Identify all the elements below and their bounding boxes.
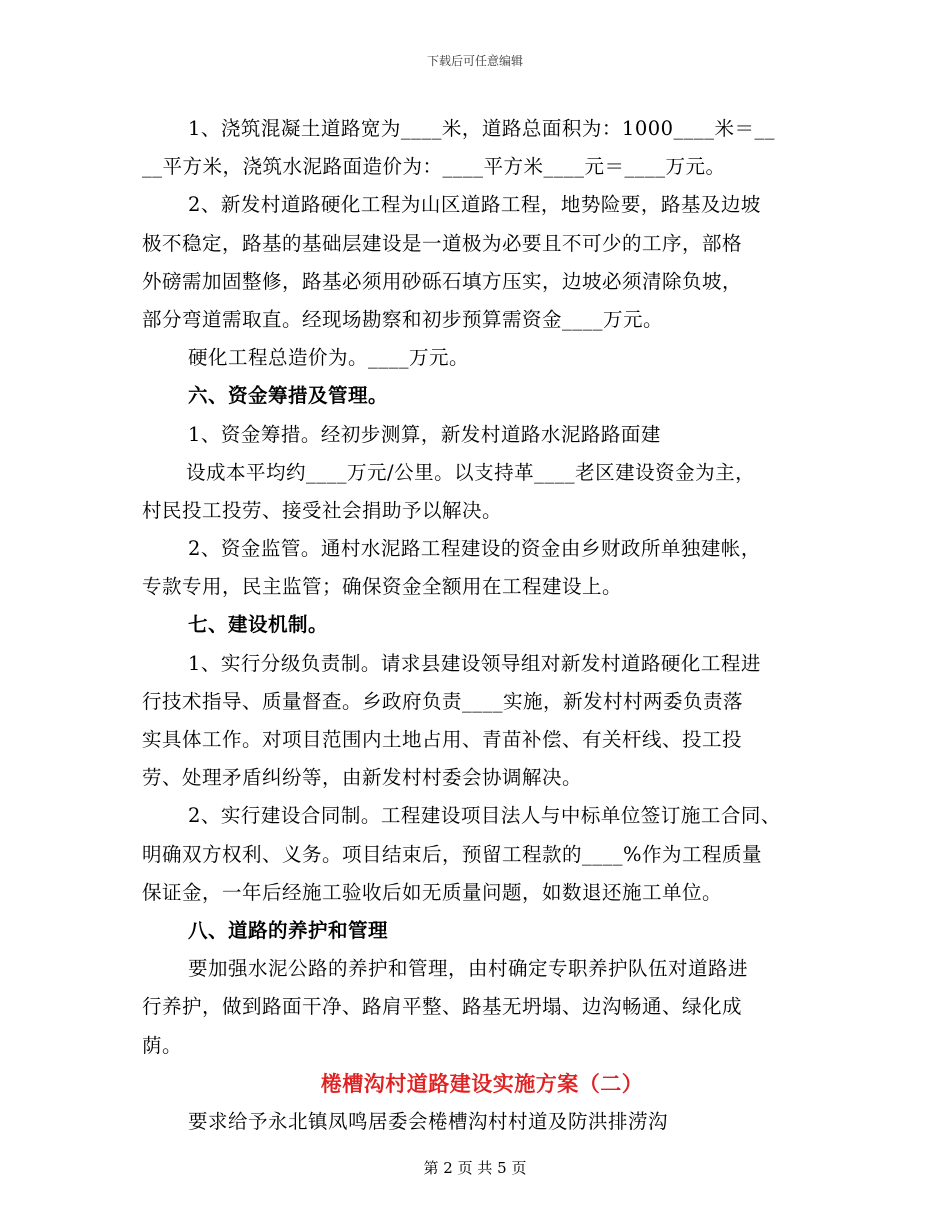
paragraph-line: 1、浇筑混凝土道路宽为____米，道路总面积为：1000____米＝__ <box>188 117 776 140</box>
document-title: 棬槽沟村道路建设实施方案（二） <box>320 1070 644 1096</box>
paragraph-line: 劳、处理矛盾纠纷等，由新发村村委会协调解决。 <box>142 766 583 790</box>
section-heading: 七、建设机制。 <box>188 613 329 637</box>
paragraph-line: 外磅需加固整修，路基必须用砂砾石填方压实，边坡必须清除负坡， <box>142 269 743 293</box>
paragraph-line: 2、资金监管。通村水泥路工程建设的资金由乡财政所单独建帐， <box>188 537 761 561</box>
paragraph-line: 硬化工程总造价为。____万元。 <box>188 346 470 370</box>
paragraph-line: __平方米，浇筑水泥路面造价为：____平方米____元＝____万元。 <box>142 155 726 179</box>
section-heading: 六、资金筹措及管理。 <box>188 384 389 408</box>
paragraph-line: 行技术指导、质量督查。乡政府负责____实施，新发村村两委负责落 <box>142 689 744 713</box>
section-heading: 八、道路的养护和管理 <box>188 918 389 942</box>
paragraph-line: 实具体工作。对项目范围内土地占用、青苗补偿、有关杆线、投工投 <box>142 728 743 751</box>
paragraph-line: 专款专用，民主监管；确保资金全额用在工程建设上。 <box>142 575 623 599</box>
paragraph-line: 1、资金筹措。经初步测算，新发村道路水泥路路面建 <box>188 422 661 446</box>
paragraph-line: 设成本平均约____万元/公里。以支持革____老区建设资金为主， <box>186 460 756 484</box>
paragraph-line: 极不稳定，路基的基础层建设是一道极为必要且不可少的工序，部格 <box>142 231 743 255</box>
page-number: 第 2 页 共 5 页 <box>423 1159 527 1177</box>
paragraph-line: 要求给予永北镇凤鸣居委会棬槽沟村村道及防洪排涝沟 <box>188 1109 669 1133</box>
paragraph-line: 明确双方权利、义务。项目结束后，预留工程款的____%作为工程质量 <box>142 842 763 866</box>
paragraph-line: 2、新发村道路硬化工程为山区道路工程，地势险要，路基及边坡 <box>188 193 761 217</box>
paragraph-line: 要加强水泥公路的养护和管理，由村确定专职养护队伍对道路进 <box>188 957 749 981</box>
paragraph-line: 部分弯道需取直。经现场勘察和初步预算需资金____万元。 <box>142 307 664 331</box>
paragraph-line: 村民投工投劳、接受社会捐助予以解决。 <box>142 498 503 522</box>
paragraph-line: 2、实行建设合同制。工程建设项目法人与中标单位签订施工合同、 <box>188 804 781 828</box>
paragraph-line: 荫。 <box>142 1033 183 1057</box>
paragraph-line: 保证金，一年后经施工验收后如无质量问题，如数退还施工单位。 <box>142 880 723 904</box>
document-body <box>142 110 822 1141</box>
paragraph-line: 行养护，做到路面干净、路肩平整、路基无坍塌、边沟畅通、绿化成 <box>142 995 743 1019</box>
paragraph-line: 1、实行分级负责制。请求县建设领导组对新发村道路硬化工程进 <box>188 651 761 675</box>
page-header: 下载后可任意编辑 <box>426 54 523 68</box>
